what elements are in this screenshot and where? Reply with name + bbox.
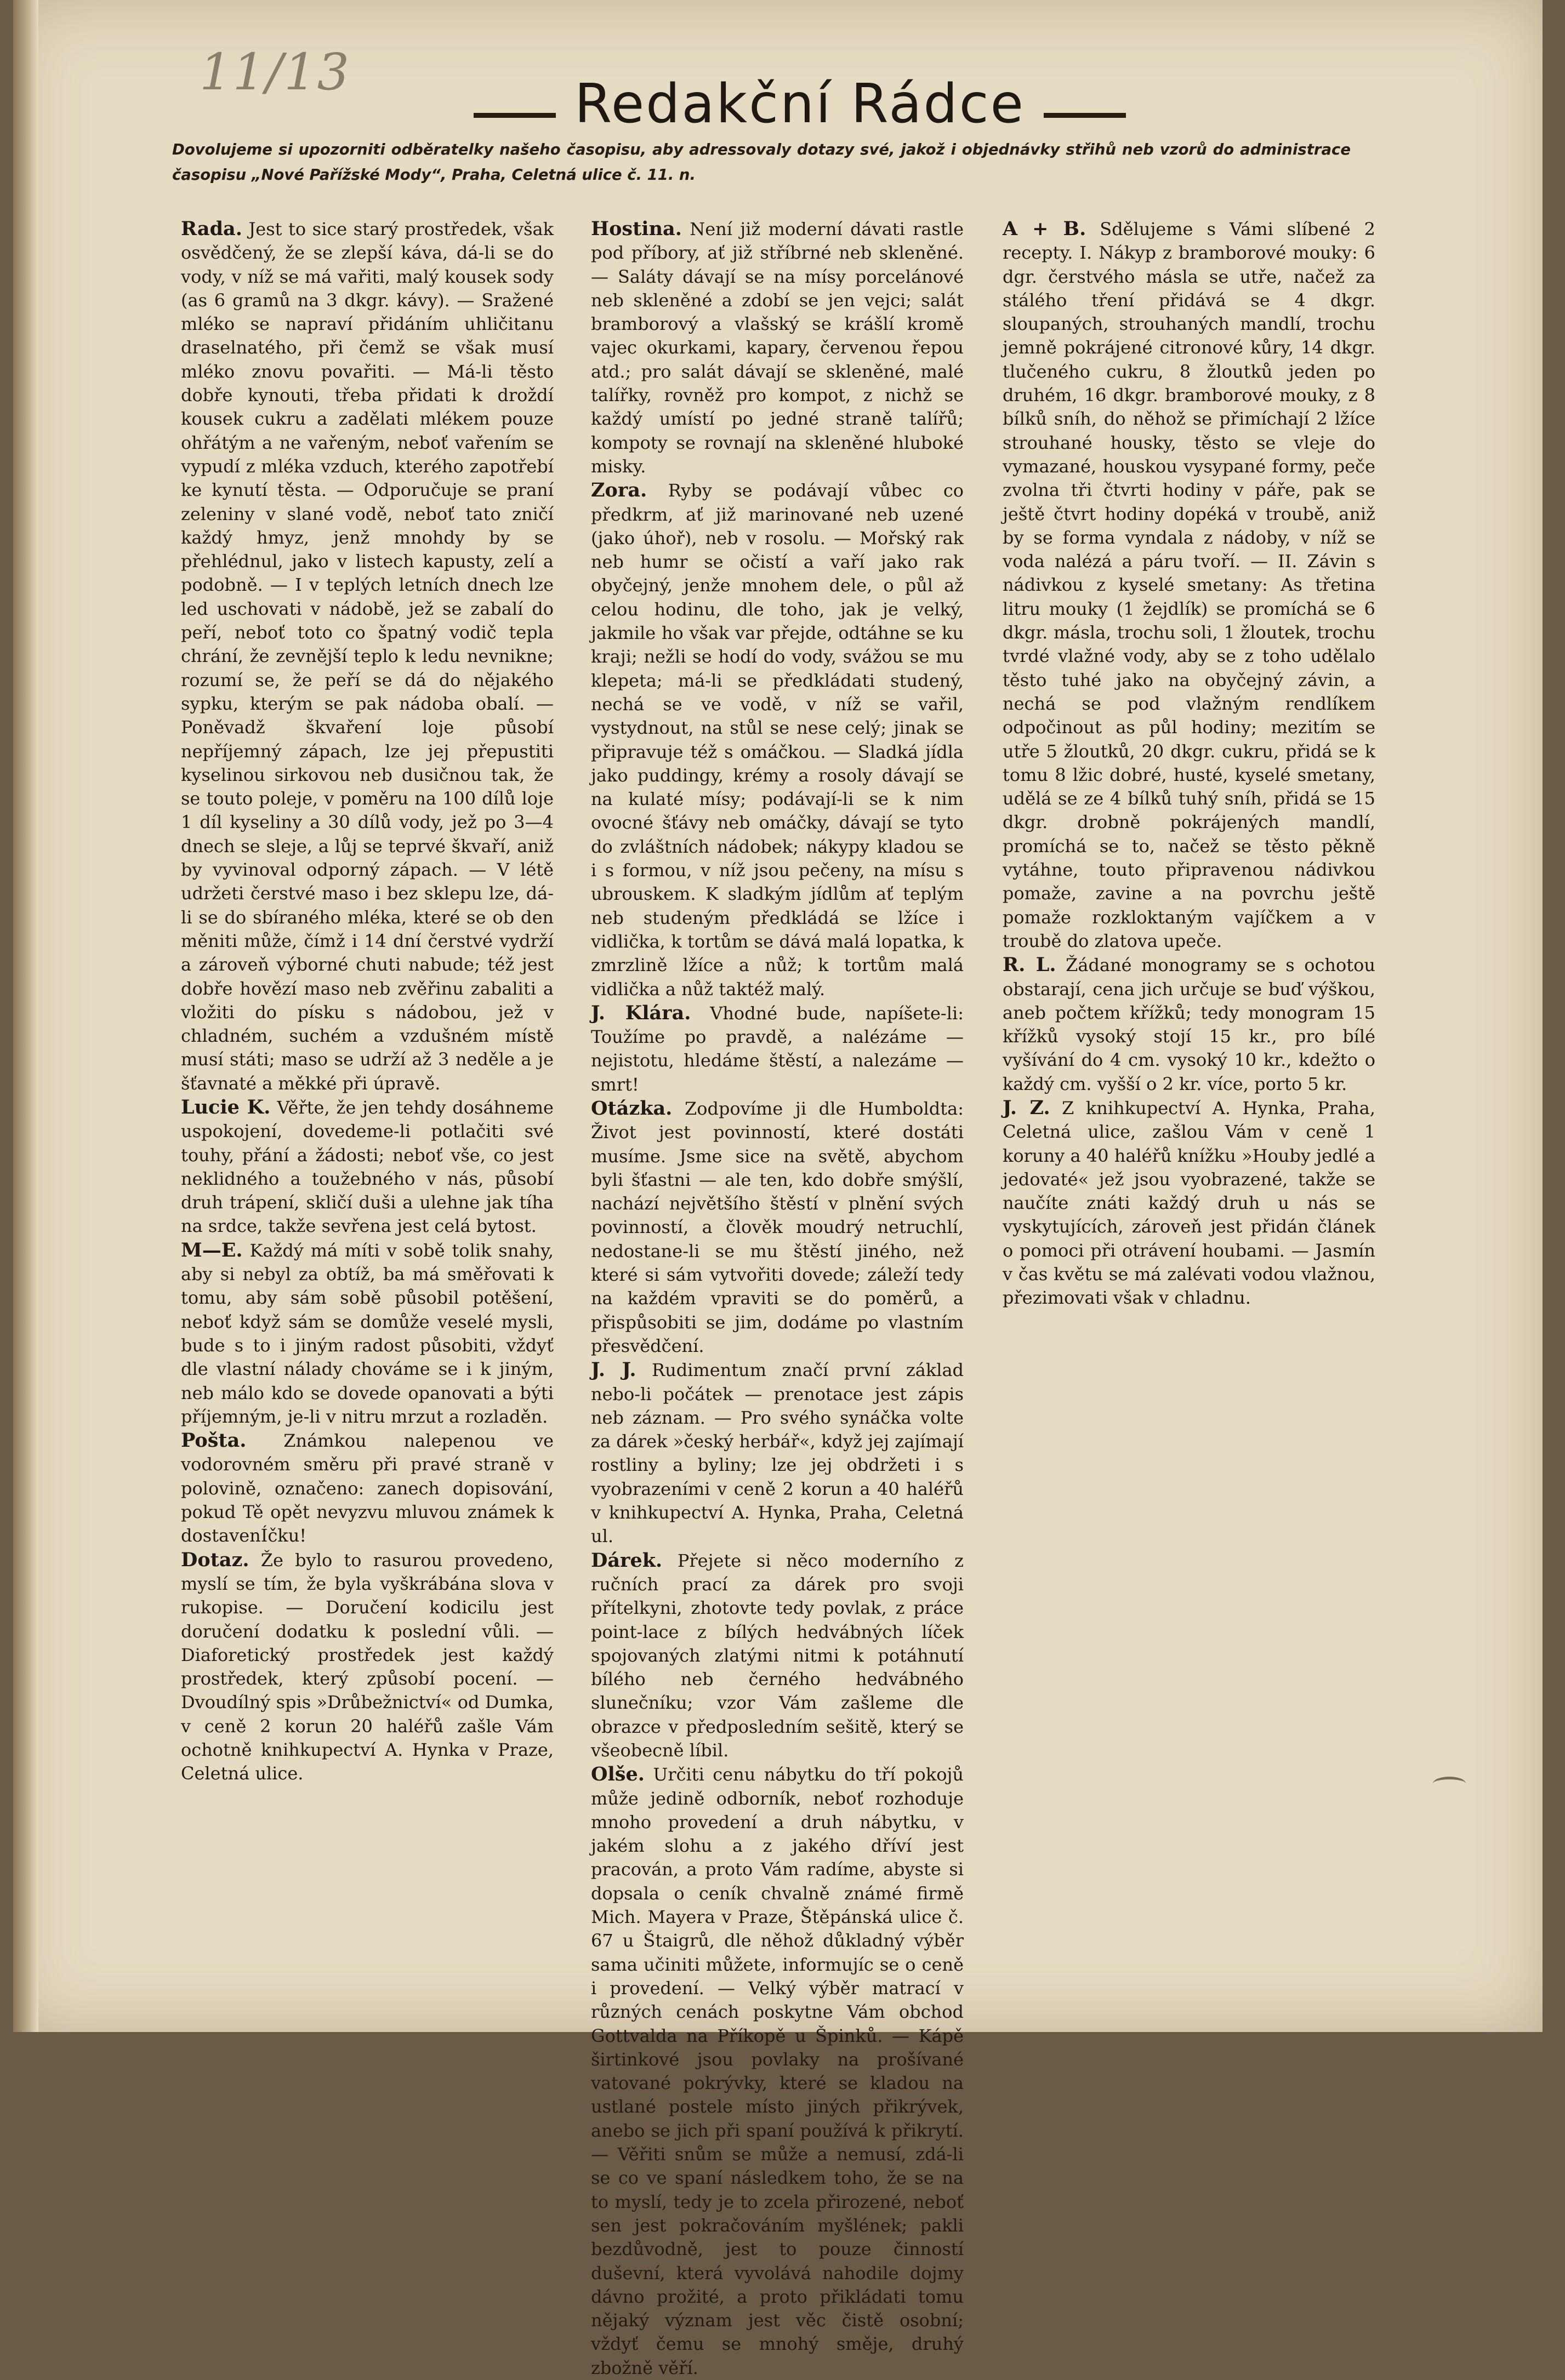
magazine-page <box>13 0 1543 2378</box>
answer-entry <box>181 1095 554 1238</box>
section-title: Redakční Rádce <box>574 73 1025 135</box>
entry-heading: R. L. <box>1003 954 1056 977</box>
text-column-2 <box>591 217 964 2380</box>
answer-entry <box>181 1238 554 1429</box>
answer-entry <box>591 1549 964 1763</box>
text-column-1 <box>181 217 554 1786</box>
entry-text: Věřte, že jen tehdy dosáhneme uspokojení, dovedeme-li potlačiti své touhy, přání a žádosti; neboť vše, co jest neklidného a toužebného v nás, působí druh trápení, skličí duši a ulehne jak tíha na srdce, takže sevřena jest celá bytost. <box>181 1097 554 1237</box>
entry-text: Ryby se podávají vůbec co předkrm, ať již marinované neb uzené (jako úhoř), neb v rosolu. — Mořský rak neb humr se očistí a vaří jako rak obyčejný, jenže mnohem dele, o půl až celou hodinu, dle toho, jak je velký, jakmile ho však var přejde, odtáhne se ku kraji; nežli se hodí do vody, svážou se mu klepeta; má-li se předkládati studený, nechá se ve vodě, v níž se vařil, vystydnout, na stůl se nese celý; jinak se připravuje též s omáčkou. — Sladká jídla jako puddingy, krémy a rosoly dávají se na kulaté mísy; podávají-li se k nim ovocné šťávy neb omáčky, dávají se tyto do zvláštních nádobek; nákypy kladou se i s formou, v níž jsou pečeny, na mísu s ubrouskem. K sladkým jídlům ať teplým neb studeným předkládá se lžíce i vidlička, k tortům se dává malá lopatka, k zmrzlině lžíce a nůž; k tortům malá vidlička a nůž taktéž malý. <box>591 480 964 1000</box>
answer-entry <box>591 478 964 1001</box>
entry-heading: Dárek. <box>591 1549 663 1572</box>
editorial-notice: Dovolujeme si upozorniti odběratelky našeho časopisu, aby adressovaly dotazy své, jakož i objednávky střihů neb vzorů do administrace časopisu „Nové Pařížské Mody“, Praha, Celetná ulice č. 11. n. <box>172 141 1351 184</box>
answer-entry <box>181 1548 554 1786</box>
entry-text: Zodpovíme ji dle Humboldta: Život jest povinností, které dostáti musíme. Jsme sice na světě, abychom byli šťastni — ale ten, kdo dobře smýšlí, nachází největšího štěstí v plnění svých povinností, a člověk moudrý netruchlí, nedostane-li se mu štěstí jiného, než které si sám vytvořiti dovede; záleží tedy na každém vpraviti se do poměrů, a přispůsobiti se jim, dodáme po vlastním přesvědčení. <box>591 1098 964 1356</box>
entry-text: Vhodné bude, napíšete-li: Toužíme po pravdě, a nalézáme — nejistotu, hledáme štěstí, a nalezáme — smrt! <box>591 1002 964 1095</box>
entry-heading: Otázka. <box>591 1097 673 1120</box>
entry-text: Rudimentum značí první základ nebo-li počátek — prenotace jest zápis neb záznam. — Pro svého synáčka volte za dárek »český herbář«, když jej zajímají rostliny a byliny; lze jej obdržeti i s vyobrazeními v ceně 2 korun a 40 haléřů v knihkupectví A. Hynka, Praha, Celetná ul. <box>591 1360 964 1547</box>
handwritten-page-mark: 11/13 <box>200 43 351 101</box>
entry-text: Z knihkupectví A. Hynka, Praha, Celetná ulice, zašlou Vám v ceně 1 koruny a 40 haléřů knížku »Houby jedlé a jedovaté« jež jsou vyobrazené, takže se naučíte znáti každý druh u nás se vyskytujících, zároveň jest přidán článek o pomoci při otrávení houbami. — Jasmín v čas květu se má zalévati vodou vlažnou, přezimovati však v chladnu. <box>1003 1097 1375 1309</box>
entry-heading: Hostina. <box>591 218 682 240</box>
answer-entry <box>181 217 554 1095</box>
entry-text: Jest to sice starý prostředek, však osvědčený, že se zlepší káva, dá-li se do vody, v níž se má vařiti, malý kousek sody (as 6 gramů na 3 dkgr. kávy). — Sražené mléko se napraví přidáním uhličitanu draselnatého, při čemž se však musí mléko znovu povařiti. — Má-li těsto dobře kynouti, třeba přidati k droždí kousek cukru a zadělati mlékem pouze ohřátým a ne vařeným, neboť vařením se vypudí z mléka vzduch, kterého zapotřebí ke kynutí těsta. — Odporučuje se praní zeleniny v slané vodě, neboť tato zničí každý hmyz, jenž mnohdy by se přehlédnul, jako v listech kapusty, zelí a podobně. — I v teplých letních dnech lze led uschovati v nádobě, jež se zabalí do peří, neboť toto co špatný vodič tepla chrání, že zevnější teplo k ledu nevnikne; rozumí se, že peří se dá do nějakého sypku, kterým se pak nádoba obalí. — Poněvadž škvaření loje působí nepříjemný zápach, lze jej přepustiti kyselinou sirkovou neb dusičnou tak, že se touto poleje, v poměru na 100 dílů loje 1 díl kyseliny a 30 dílů vody, jež po 3—4 dnech se sleje, a lůj se teprvé škvaří, aniž by vyvinoval odporný zápach. — V létě udržeti čerstvé maso i bez sklepu lze, dá-li se do sbíraného mléka, které se ob den měniti může, čímž i 14 dní čerstvé vydrží a zároveň výborné chuti nabude; též jest dobře hovězí maso neb zvěřinu zabaliti a vložiti do písku s nádobou, jež v chladném, suchém a vzdušném místě musí státi; maso se udrží až 3 neděle a je šťavnaté a měkké při úpravě. <box>181 219 554 1094</box>
entry-heading: J. Z. <box>1003 1096 1050 1119</box>
entry-text: Přejete si něco moderního z ručních prací za dárek pro svoji přítelkyni, zhotovte tedy povlak, z práce point-lace z bílých hedvábných líček spojovaných zlatými nitmi k potáhnutí bílého neb černého hedvábného slunečníku; vzor Vám zašleme dle obrazce v předposledním sešitě, který se všeobecně líbil. <box>591 1550 964 1761</box>
entry-heading: Dotaz. <box>181 1548 249 1571</box>
section-header <box>435 71 1164 137</box>
entry-heading: Zora. <box>591 479 647 502</box>
entry-heading: M—E. <box>181 1238 243 1262</box>
answer-entry <box>591 1001 964 1097</box>
title-rule-right <box>1044 113 1126 118</box>
entry-text: Známkou nalepenou ve vodorovném směru při pravé straně v polovině, označeno: zanech dopisování, pokud Tě opět nevyzvu mluvou známek k dostavenÍčku! <box>181 1430 554 1546</box>
entry-text: Každý má míti v sobě tolik snahy, aby si nebyl za obtíž, ba má směřovati k tomu, aby sám sobě působil potěšení, neboť když sám se domůže veselé mysli, bude s to i jiným radost působiti, vždyť dle vlastní nálady chováme se i k jiným, neb málo kdo se dovede opanovati a býti příjemným, je-li v nitru mrzut a rozladěn. <box>181 1240 554 1427</box>
answer-entry <box>1003 1096 1375 1310</box>
answer-entry <box>591 1762 964 2380</box>
entry-heading: Pošta. <box>181 1429 247 1452</box>
entry-text: Určiti cenu nábytku do tří pokojů může jedině odborník, neboť rozhoduje mnoho provedení a druh nábytku, v jakém slohu a z jakého dříví jest pracován, a proto Vám radíme, abyste si dopsala o ceník chvalně známé firmě Mich. Mayera v Praze, Štěpánská ulice č. 67 u Štaigrů, dle něhož důkladný výběr sama učiniti můžete, informujíc se o ceně i provedení. — Velký výběr matrací v různých cenách poskytne Vám obchod Gottvalda na Příkopě u Špinků. — Kápě širtinkové jsou povlaky na prošívané vatované pokrývky, které se kladou na ustlané postele místo jiných přikrývek, anebo se jich při spaní používá k přikrytí. — Věřiti snům se může a nemusí, zdá-li se co ve spaní následkem toho, že se na to myslí, tedy je to zcela přirozené, neboť sen jest pokračováním myšlének; pakli bezdůvodně, jest to pouze činností duševní, která vyvolává nahodile dojmy dávno prožité, a proto přikládati tomu nějaký význam jest věc čistě osobní; vždyť čemu se mnohý směje, druhý zbožně věří. <box>591 1764 964 2378</box>
margin-pencil-mark <box>1433 1777 1466 1790</box>
title-rule-left <box>474 113 556 118</box>
entry-text: Že bylo to rasurou provedeno, myslí se tím, že byla vyškrábána slova v rukopise. — Doručení kodicilu jest doručení dodatku k poslední vůli. — Diaforetický prostředek jest každý prostředek, který způsobí pocení. — Dvoudílný spis »Drůbežnictví« od Dumka, v ceně 2 korun 20 haléřů zašle Vám ochotně knihkupectví A. Hynka v Praze, Celetná ulice. <box>181 1549 554 1784</box>
answer-entry <box>591 217 964 478</box>
entry-text: Žádané monogramy se s ochotou obstarají, cena jich určuje se buď výškou, aneb počtem křížků; tedy monogram 15 křížků vysoký stojí 15 kr., pro bílé vyšívání do 4 cm. vysoký 10 kr., kdežto o každý cm. vyšší o 2 kr. více, porto 5 kr. <box>1003 955 1375 1094</box>
entry-text: Sdělujeme s Vámi slíbené 2 recepty. I. Nákyp z bramborové mouky: 6 dgr. čerstvého másla se utře, načež za stálého tření přidává se 4 dkgr. sloupaných, strouhaných mandlí, trochu jemně pokrájené citronové kůry, 14 dkgr. tlučeného cukru, 8 žloutků jeden po druhém, 16 dkgr. bramborové mouky, z 8 bílků sníh, do něhož se přimíchají 2 lžíce strouhané housky, těsto se vleje do vymazané, houskou vysypané formy, peče zvolna tři čtvrti hodiny v páře, pak se ještě čtvrt hodiny dopéká v troubě, aniž by se forma vyndala z nádoby, v níž se voda nalézá a páru tvoří. — II. Závin s nádivkou z kyselé smetany: As třetina litru mouky (1 žejdlík) se promíchá se 6 dkgr. másla, trochu soli, 1 žloutek, trochu tvrdé vlažné vody, aby se z toho udělalo těsto tuhé jako na obyčejný závin, a nechá se pod vlažným rendlíkem odpočinout as půl hodiny; mezitím se utře 5 žloutků, 20 dkgr. cukru, přidá se k tomu 8 lžic dobré, husté, kyselé smetany, udělá se ze 4 bílků tuhý sníh, přidá se 15 dkgr. drobně pokrájených mandlí, promíchá se to, načež se těsto pěkně vytáhne, touto připravenou nádivkou pomaže, zavine a na povrchu ještě pomaže rozkloktaným vajíčkem a v troubě do zlatova upeče. <box>1003 219 1376 951</box>
binding-gutter <box>13 0 38 2032</box>
entry-heading: J. J. <box>591 1359 636 1382</box>
entry-heading: Rada. <box>181 218 242 240</box>
entry-text: Není již moderní dávati rastle pod příbory, ať již stříbrné neb skleněné. — Saláty dávají se na mísy porcelánové neb skleněné a zdobí se jen vejci; salát bramborový a vlašský se krášlí kromě vajec okurkami, kapary, červenou řepou atd.; pro salát dávají se skleněné, malé talířky, rovněž pro kompot, z nichž se každý umístí po jedné straně talířů; kompoty se rovnají na skleněné hluboké misky. <box>591 219 964 477</box>
answer-entry <box>1003 953 1375 1096</box>
text-column-3 <box>1003 217 1375 1310</box>
entry-heading: A + B. <box>1003 218 1086 240</box>
entry-heading: J. Klára. <box>591 1001 691 1024</box>
answer-entry <box>1003 217 1375 953</box>
answer-entry <box>181 1429 554 1548</box>
answer-entry <box>591 1358 964 1548</box>
entry-heading: Olše. <box>591 1763 645 1786</box>
answer-entry <box>591 1097 964 1358</box>
entry-heading: Lucie K. <box>181 1095 271 1118</box>
